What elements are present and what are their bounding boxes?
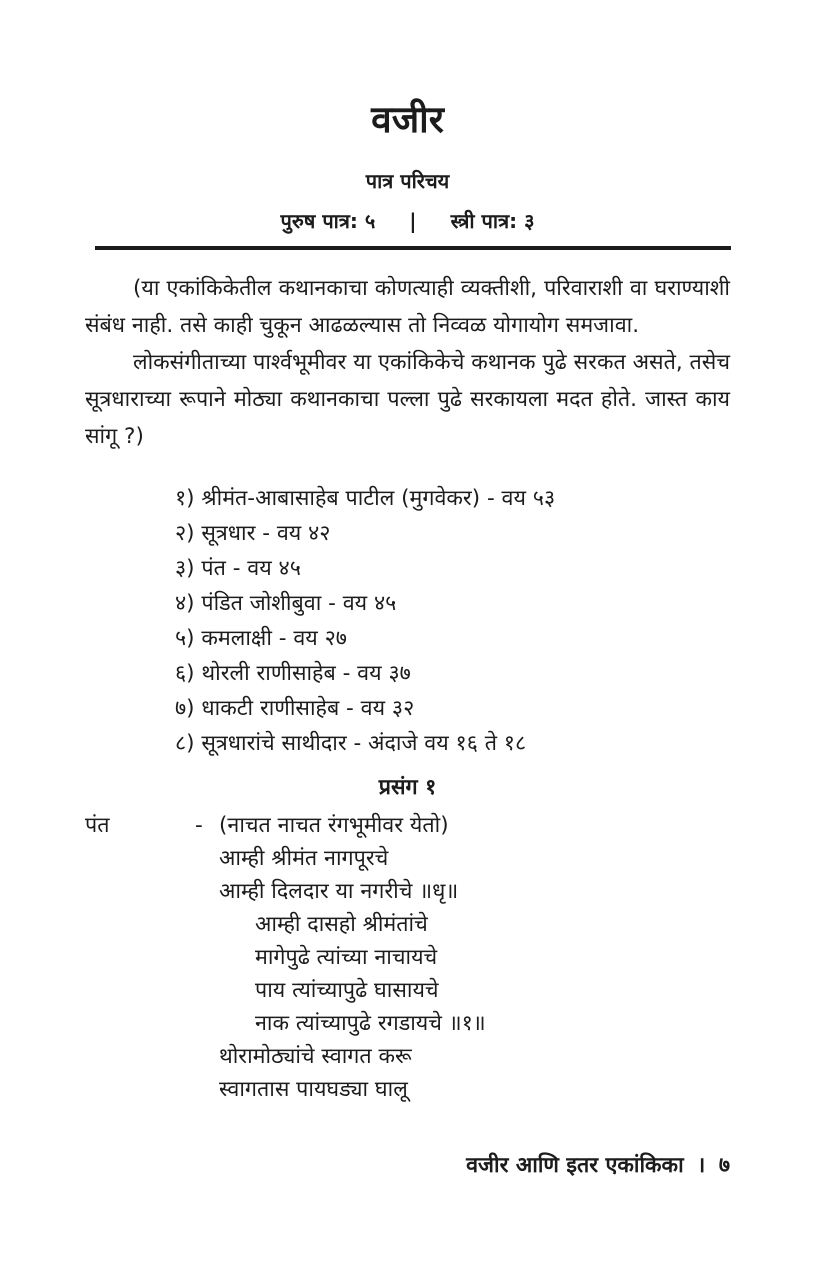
- cast-item: ४) पंडित जोशीबुवा - वय ४५: [175, 591, 397, 616]
- cast-item: १) श्रीमंत-आबासाहेब पाटील (मुगवेकर) - वय ५३: [175, 486, 556, 511]
- speaker-dash: -: [195, 813, 203, 838]
- verse-line: आम्ही दिलदार या नगरीचे ॥धृ॥: [219, 879, 459, 904]
- cast-item: २) सूत्रधार - वय ४२: [175, 521, 331, 546]
- verse-line: (नाचत नाचत रंगभूमीवर येतो): [219, 813, 449, 838]
- cast-item: ७) धाकटी राणीसाहेब - वय ३२: [175, 696, 415, 721]
- verse-line: स्वागतास पायघड्या घालू: [219, 1077, 408, 1102]
- verse-line: आम्ही दासहो श्रीमंतांचे: [255, 912, 428, 937]
- page-footer: [466, 1150, 730, 1179]
- intro-note: [85, 270, 730, 455]
- cast-item: ३) पंत - वय ४५: [175, 556, 301, 581]
- cast-counts-line: [85, 208, 730, 234]
- speaker-name: पंत: [85, 813, 110, 838]
- cast-count-divider: |: [409, 209, 417, 233]
- verse-line: आम्ही श्रीमंत नागपूरचे: [219, 846, 389, 871]
- footer-page-number: ७: [718, 1153, 730, 1178]
- intro-para-2: लोकसंगीताच्या पार्श्वभूमीवर या एकांकिकेचे कथानक पुढे सरकत असते, तसेच सूत्रधाराच्या रूपाने मोठ्या कथानकाचा पल्ला पुढे सरकायला मदत होते. जास्त काय सांगू ?): [85, 350, 730, 449]
- intro-para-1: (या एकांकिकेतील कथानकाचा कोणत्याही व्यक्तीशी, परिवाराशी वा घराण्याशी संबंध नाही. तसे काही चुकून आढळल्यास तो निव्वळ योगायोग समजावा.: [85, 276, 730, 338]
- dialogue-block: [85, 809, 730, 1106]
- header-divider-rule: [95, 246, 731, 250]
- cast-intro-heading: पात्र परिचय: [365, 169, 450, 193]
- male-cast-count: पुरुष पात्र: ५: [280, 209, 376, 233]
- footer-book-title: वजीर आणि इतर एकांकिका: [466, 1153, 684, 1178]
- verse-line: नाक त्यांच्यापुढे रगडायचे ॥१॥: [255, 1011, 486, 1036]
- verse-line: मागेपुढे त्यांच्या नाचायचे: [255, 945, 438, 970]
- female-cast-count: स्त्री पात्र: ३: [450, 209, 535, 233]
- verse-line: थोरामोठ्यांचे स्वागत करू: [219, 1044, 412, 1069]
- cast-item: ६) थोरली राणीसाहेब - वय ३७: [175, 661, 411, 686]
- verse-lines: [219, 809, 730, 1106]
- cast-list: [175, 481, 730, 761]
- cast-item: ५) कमलाक्षी - वय २७: [175, 626, 347, 651]
- footer-separator: ।: [697, 1153, 706, 1178]
- scene-heading: प्रसंग १: [378, 775, 437, 800]
- cast-item: ८) सूत्रधारांचे साथीदार - अंदाजे वय १६ ते १८: [175, 731, 527, 756]
- page-title: वजीर: [371, 98, 444, 141]
- verse-line: पाय त्यांच्यापुढे घासायचे: [255, 978, 439, 1003]
